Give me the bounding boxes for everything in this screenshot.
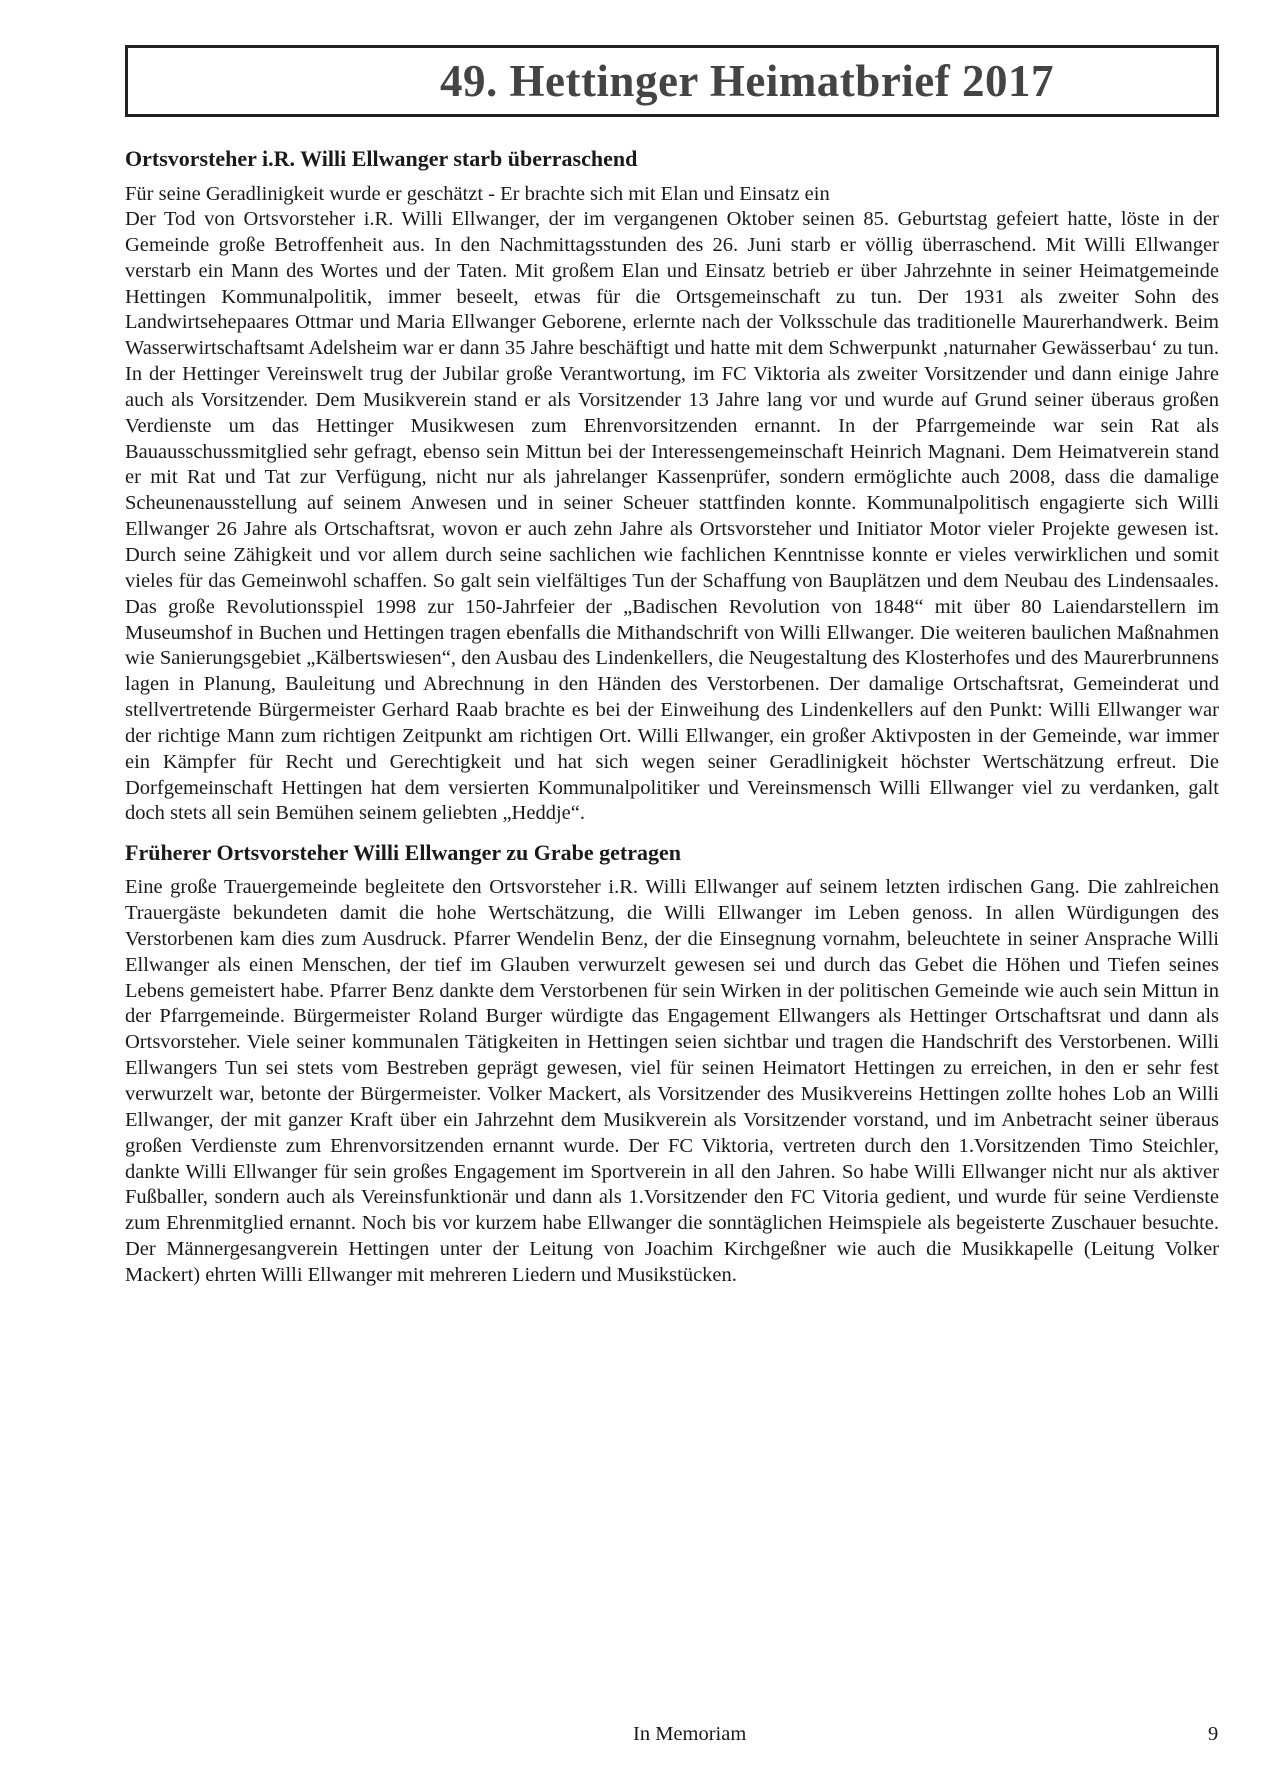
article-heading: Früherer Ortsvorsteher Willi Ellwanger zu Grabe getragen (125, 840, 682, 866)
page-title: 49. Hettinger Heimatbrief 2017 (439, 56, 1055, 106)
article-body: Eine große Trauergemeinde begleitete den Ortsvorsteher i.R. Willi Ellwanger auf seinem letzten irdischen Gang. Die zahlreichen Trauergäste bekundeten damit die hohe Wertschätzung, die Willi Ellwanger im Leben genoss. In allen Würdigungen des Verstorbenen kam dies zum Ausdruck. Pfarrer Wendelin Benz, der die Einsegnung vornahm, beleuchtete in seiner Ansprache Willi Ellwanger als einen Menschen, der tief im Glauben verwurzelt gewesen sei und durch das Gebet die Höhen und Tiefen seines Lebens gemeistert habe. Pfarrer Benz dankte dem Verstorbenen für sein Wirken in der politischen Gemeinde wie auch sein Mittun in der Pfarrgemeinde. Bürgermeister Roland Burger würdigte das Engagement Ellwangers als Hettinger Ortschaftsrat und dann als Ortsvorsteher. Viele seiner kommunalen Tätigkeiten in Hettingen seien sichtbar und tragen die Handschrift des Verstorbenen. Willi Ellwangers Tun sei stets vom Bestreben geprägt gewesen, viel für seinen Heimatort Hettingen zu erreichen, in den er sehr fest verwurzelt war, betonte der Bürgermeister. Volker Mackert, als Vorsitzender des Musikvereins Hettingen zollte hohes Lob an Willi Ellwanger, der mit ganzer Kraft über ein Jahrzehnt dem Musikverein als Vorsitzender vorstand, und im Anbetracht seiner überaus großen Verdienste zum Ehrenvorsitzenden ernannt wurde. Der FC Viktoria, vertreten durch den 1.Vorsitzenden Timo Steichler, dankte Willi Ellwanger für sein großes Engagement im Sportverein in all den Jahren. So habe Willi Ellwanger nicht nur als aktiver Fußballer, sondern auch als Vereinsfunktionär und dann als 1.Vorsitzender den FC Vitoria gedient, und wurde für seine Verdienste zum Ehrenmitglied ernannt. Noch bis vor kurzem habe Ellwanger die sonntäglichen Heimspiele als begeisterte Zuschauer besuchte. Der Männergesangverein Hettingen unter der Leitung von Joachim Kirchgeßner wie auch die Musikkapelle (Leitung Volker Mackert) ehrten Willi Ellwanger mit mehreren Liedern und Musikstücken. (125, 876, 1219, 1286)
article-heading: Ortsvorsteher i.R. Willi Ellwanger starb überraschend (125, 146, 638, 171)
page-number: 9 (1208, 1723, 1219, 1745)
header-box (125, 45, 1219, 117)
article-lead: Für seine Geradlinigkeit wurde er geschätzt - Er brachte sich mit Elan und Einsatz ein (125, 183, 830, 205)
footer-section-label: In Memoriam (633, 1723, 747, 1745)
article-body: Der Tod von Ortsvorsteher i.R. Willi Ellwanger, der im vergangenen Oktober seinen 85. Geburtstag gefeiert hatte, löste in der Gemeinde große Betroffenheit aus. In den Nachmittagsstunden des 26. Juni starb er völlig überraschend. Mit Willi Ellwanger verstarb ein Mann des Wortes und der Taten. Mit großem Elan und Einsatz betrieb er über Jahrzehnte in seiner Heimatgemeinde Hettingen Kommunalpolitik, immer beseelt, etwas für die Ortsgemeinschaft zu tun. Der 1931 als zweiter Sohn des Landwirtsehepaares Ottmar und Maria Ellwanger Geborene, erlernte nach der Volksschule das traditionelle Maurerhandwerk. Beim Wasserwirtschaftsamt Adelsheim war er dann 35 Jahre beschäftigt und hatte mit dem Schwerpunkt ‚naturnaher Gewässerbau‘ zu tun. In der Hettinger Vereinswelt trug der Jubilar große Verantwortung, im FC Viktoria als zweiter Vorsitzender und dann einige Jahre auch als Vorsitzender. Dem Musikverein stand er als Vorsitzender 13 Jahre lang vor und wurde auf Grund seiner überaus großen Verdienste um das Hettinger Musikwesen zum Ehrenvorsitzenden ernannt. In der Pfarrgemeinde war sein Rat als Bauausschussmitglied sehr gefragt, ebenso sein Mittun bei der Interessengemeinschaft Heinrich Magnani. Dem Heimatverein stand er mit Rat und Tat zur Verfügung, nicht nur als jahrelanger Kassenprüfer, sondern ermöglichte auch 2008, dass die damalige Scheunenausstellung auf seinem Anwesen und in seiner Scheuer stattfinden konnte. Kommunalpolitisch engagierte sich Willi Ellwanger 26 Jahre als Ortschaftsrat, wovon er auch zehn Jahre als Ortsvorsteher und Initiator Motor vieler Projekte gewesen ist. Durch seine Zähigkeit und vor allem durch seine sachlichen wie fachlichen Kenntnisse konnte er vieles verwirklichen und somit vieles für das Gemeinwohl schaffen. So galt sein vielfältiges Tun der Schaffung von Bauplätzen und dem Neubau des Lindensaales. Das große Revolutionsspiel 1998 zur 150-Jahrfeier der „Badischen Revolution von 1848“ mit über 80 Laiendarstellern im Museumshof in Buchen und Hettingen tragen ebenfalls die Mithandschrift von Willi Ellwanger. Die weiteren baulichen Maßnahmen wie Sanierungsgebiet „Kälbertswiesen“, den Ausbau des Lindenkellers, die Neugestaltung des Klosterhofes und des Maurerbrunnens lagen in Planung, Bauleitung und Abrechnung in den Händen des Verstorbenen. Der damalige Ortschaftsrat, Gemeinderat und stellvertretende Bürgermeister Gerhard Raab brachte es bei der Einweihung des Lindenkellers auf den Punkt: Willi Ellwanger war der richtige Mann zum richtigen Zeitpunkt am richtigen Ort. Willi Ellwanger, ein großer Aktivposten in der Gemeinde, war immer ein Kämpfer für Recht und Gerechtigkeit und hat sich wegen seiner Geradlinigkeit höchster Wertschätzung erfreut. Die Dorfgemeinschaft Hettingen hat dem versierten Kommunalpolitiker und Vereinsmensch Willi Ellwanger viel zu verdanken, galt doch stets all sein Bemühen seinem geliebten „Heddje“. (125, 208, 1219, 825)
main-content (125, 145, 1219, 1289)
article-funeral (125, 839, 1219, 1289)
article-obituary (125, 145, 1219, 827)
